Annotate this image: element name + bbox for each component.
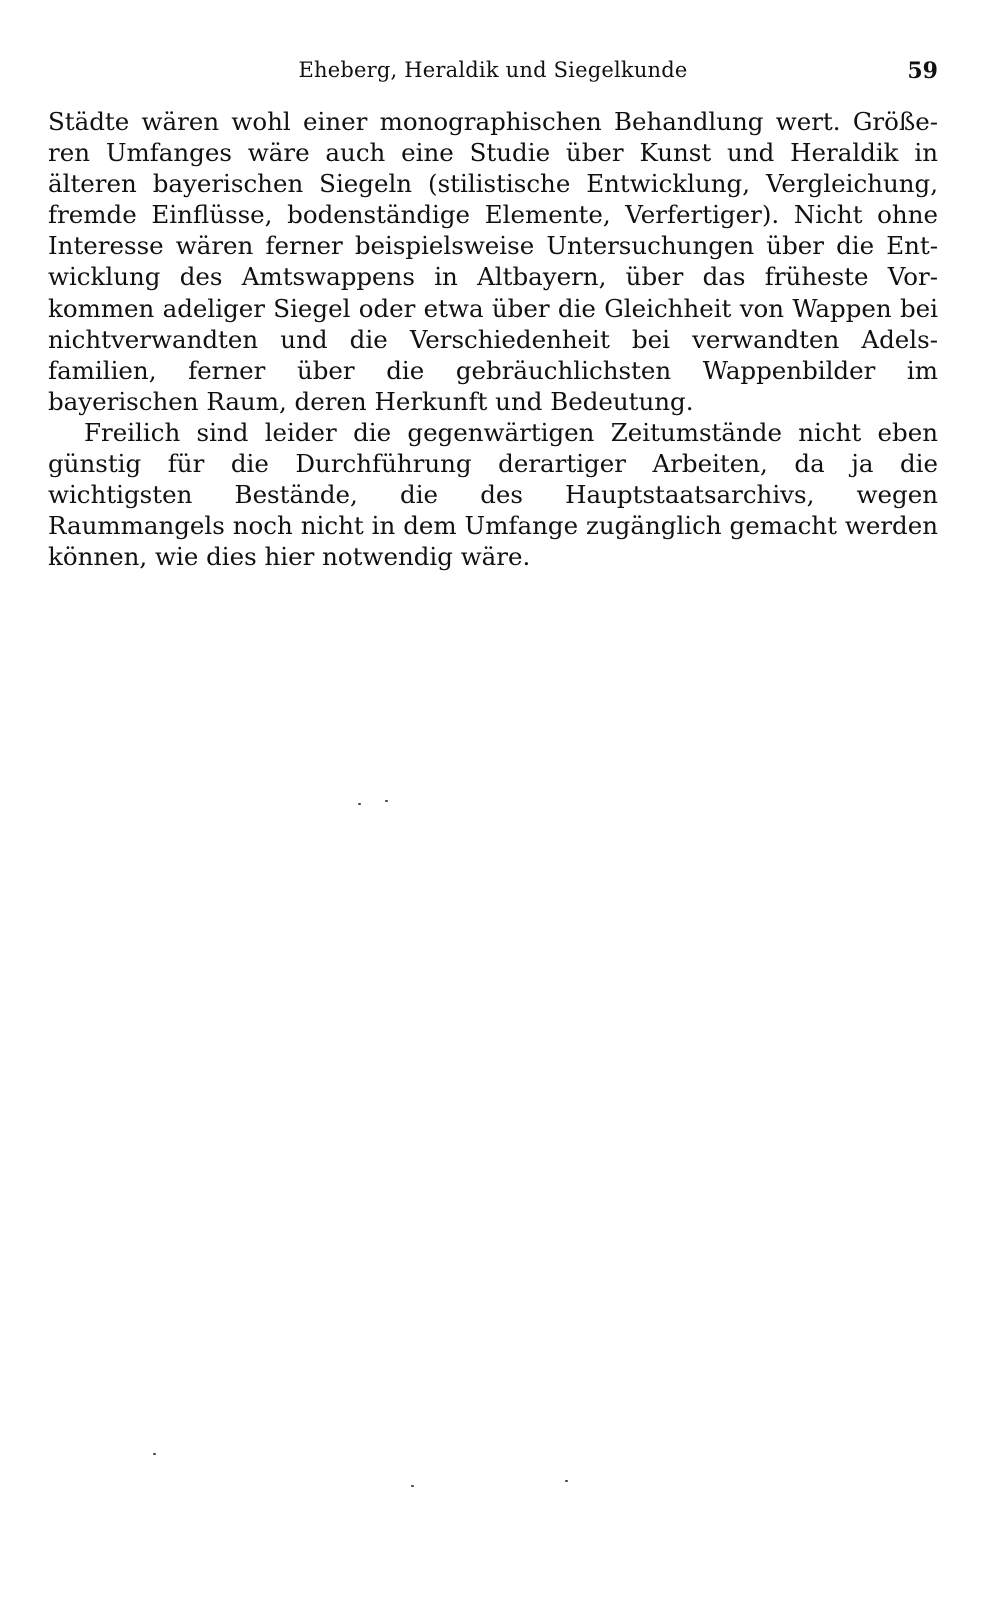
scan-speck	[358, 803, 361, 805]
scan-speck	[411, 1485, 414, 1487]
page-number: 59	[907, 58, 938, 84]
running-header-title: Eheberg, Heraldik und Siegelkunde	[298, 58, 688, 82]
paragraph-2: Freilich sind leider die gegenwärtigen Zeitumstände nicht eben günstig für die Durchführung derartiger Arbeiten, da ja die wichtigsten Bestände, die des Hauptstaatsarchivs, wegen Raummangels noch nicht in dem Umfange zugänglich gemacht werden können, wie dies hier notwendig wäre.	[48, 417, 938, 572]
paragraph-1: Städte wären wohl einer monographischen Behandlung wert. Größeren Umfanges wäre auch eine Studie über Kunst und Heraldik in älteren bayerischen Siegeln (stilistische Entwicklung, Vergleichung, fremde Einflüsse, bodenständige Elemente, Verfertiger). Nicht ohne Interesse wären ferner beispielsweise Untersuchungen über die Entwicklung des Amtswappens in Altbayern, über das früheste Vorkommen adeliger Siegel oder etwa über die Gleichheit von Wappen bei nichtverwandten und die Verschiedenheit bei verwandten Adelsfamilien, ferner über die gebräuchlichsten Wappenbilder im bayerischen Raum, deren Herkunft und Bedeutung.	[48, 107, 938, 416]
scan-speck	[153, 1453, 156, 1455]
scan-speck	[565, 1480, 568, 1482]
body-text	[48, 106, 938, 572]
scan-speck	[385, 800, 388, 802]
running-header	[48, 58, 938, 92]
